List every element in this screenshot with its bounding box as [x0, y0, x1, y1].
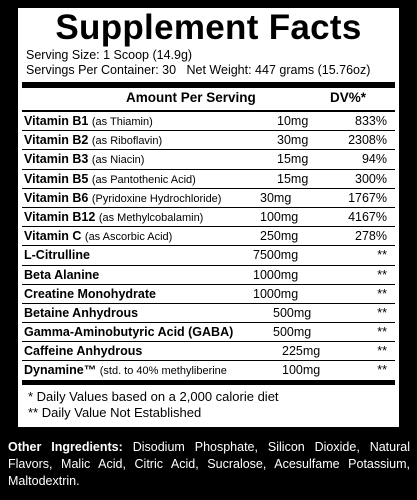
nutrient-dv: 2308%: [348, 133, 387, 148]
nutrient-name-text: Vitamin B3: [24, 152, 89, 167]
table-row: [22, 131, 395, 150]
nutrient-dv: 1767%: [348, 190, 387, 205]
table-row: [22, 246, 395, 265]
nutrient-name-text: Dynamine™: [24, 363, 97, 378]
nutrient-name: [24, 112, 153, 131]
nutrient-name: [24, 189, 221, 208]
servings-per-container: Servings Per Container: 30 Net Weight: 447 grams (15.76oz): [26, 63, 371, 77]
nutrient-name: [24, 304, 138, 322]
nutrient-amount: 30mg: [277, 133, 309, 148]
nutrient-amount: 100mg: [260, 209, 299, 224]
nutrient-amount: 15mg: [277, 152, 309, 167]
nutrient-dv: 4167%: [348, 209, 387, 224]
table-row: [22, 342, 395, 361]
nutrient-name: [24, 150, 144, 169]
table-row: [22, 208, 395, 227]
nutrient-note: (as Pantothenic Acid): [91, 173, 196, 186]
nutrient-dv: **: [377, 344, 387, 359]
nutrient-amount: 500mg: [273, 325, 312, 340]
other-ingredients: [8, 439, 410, 490]
nutrient-note: (as Thiamin): [91, 116, 153, 128]
nutrient-name-text: Vitamin B1: [24, 114, 89, 128]
table-row: [22, 170, 395, 189]
nutrient-name-text: L-Citrulline: [24, 248, 90, 263]
nutrient-name: [24, 227, 172, 246]
nutrient-amount: 500mg: [273, 305, 312, 320]
table-row: [22, 189, 395, 208]
nutrient-name: [24, 323, 233, 341]
table-row: [22, 285, 395, 304]
nutrient-amount: 30mg: [260, 190, 292, 205]
nutrient-amount: 7500mg: [253, 248, 299, 263]
nutrient-dv: **: [377, 267, 387, 282]
nutrient-name-text: Betaine Anhydrous: [24, 305, 139, 320]
nutrient-name-text: Gamma-Aminobutyric Acid (GABA): [24, 325, 234, 340]
other-ingredients-label: Other Ingredients:: [8, 440, 123, 454]
nutrient-amount: 250mg: [260, 229, 299, 244]
amount-header: Amount Per Serving: [126, 90, 256, 105]
nutrient-name-text: Vitamin B12: [24, 209, 96, 224]
nutrient-name-text: Vitamin B2: [24, 133, 89, 148]
nutrient-name-text: Creatine Monohydrate: [24, 286, 156, 301]
footnote-daily-values: * Daily Values based on a 2,000 calorie diet: [28, 388, 279, 404]
table-row: [22, 361, 395, 379]
supplement-facts-panel: [18, 8, 399, 427]
nutrient-note: (std. to 40% methyliberine: [99, 365, 227, 378]
nutrient-rows: [22, 112, 395, 380]
nutrient-dv: 833%: [355, 114, 387, 128]
nutrient-note: (as Riboflavin): [91, 135, 163, 148]
nutrient-dv: 300%: [355, 171, 387, 186]
nutrient-dv: **: [377, 286, 387, 301]
panel-title: Supplement Facts: [55, 8, 362, 47]
nutrient-amount: 1000mg: [253, 267, 299, 282]
nutrient-dv: **: [377, 363, 387, 378]
nutrient-name-text: Vitamin C: [24, 229, 82, 244]
table-row: [22, 304, 395, 323]
nutrient-dv: **: [377, 248, 387, 263]
dv-header: DV%*: [330, 90, 367, 105]
nutrient-dv: **: [377, 325, 387, 340]
table-row: [22, 323, 395, 342]
nutrient-note: (Pyridoxine Hydrochloride): [91, 192, 222, 205]
footnote-not-established: ** Daily Value Not Established: [28, 404, 202, 420]
table-header: [22, 88, 395, 112]
nutrient-note: (as Methylcobalamin): [98, 211, 204, 224]
table-row: [22, 227, 395, 246]
table-row: [22, 112, 395, 131]
nutrient-name-text: Beta Alanine: [24, 267, 100, 282]
nutrient-name-text: Vitamin B5: [24, 171, 89, 186]
nutrient-amount: 1000mg: [253, 286, 299, 301]
nutrient-amount: 225mg: [282, 344, 321, 359]
table-row: [22, 266, 395, 285]
other-ingredients-text: Disodium Phosphate, Silicon Dioxide, Natural Flavors, Malic Acid, Citric Acid, Sucralose, Acesulfame Potassium, Maltodextrin.: [8, 440, 411, 488]
nutrient-name: [24, 361, 227, 380]
nutrient-name-text: Caffeine Anhydrous: [24, 344, 143, 359]
serving-size: Serving Size: 1 Scoop (14.9g): [26, 48, 193, 62]
nutrient-name: [24, 246, 90, 264]
nutrient-amount: 15mg: [277, 171, 309, 186]
nutrient-dv: **: [377, 305, 387, 320]
nutrient-name: [24, 285, 156, 303]
nutrient-name: [24, 170, 196, 189]
nutrient-note: (as Niacin): [91, 154, 145, 167]
nutrient-name: [24, 342, 142, 360]
table-row: [22, 150, 395, 169]
nutrient-dv: 94%: [361, 152, 387, 167]
nutrient-amount: 100mg: [282, 363, 321, 378]
nutrient-name: [24, 266, 99, 284]
nutrient-name: [24, 131, 162, 150]
nutrient-amount: 10mg: [277, 114, 309, 128]
nutrient-name: [24, 208, 203, 227]
nutrient-dv: 278%: [355, 229, 387, 244]
nutrient-note: (as Ascorbic Acid): [84, 231, 173, 244]
nutrient-name-text: Vitamin B6: [24, 190, 89, 205]
